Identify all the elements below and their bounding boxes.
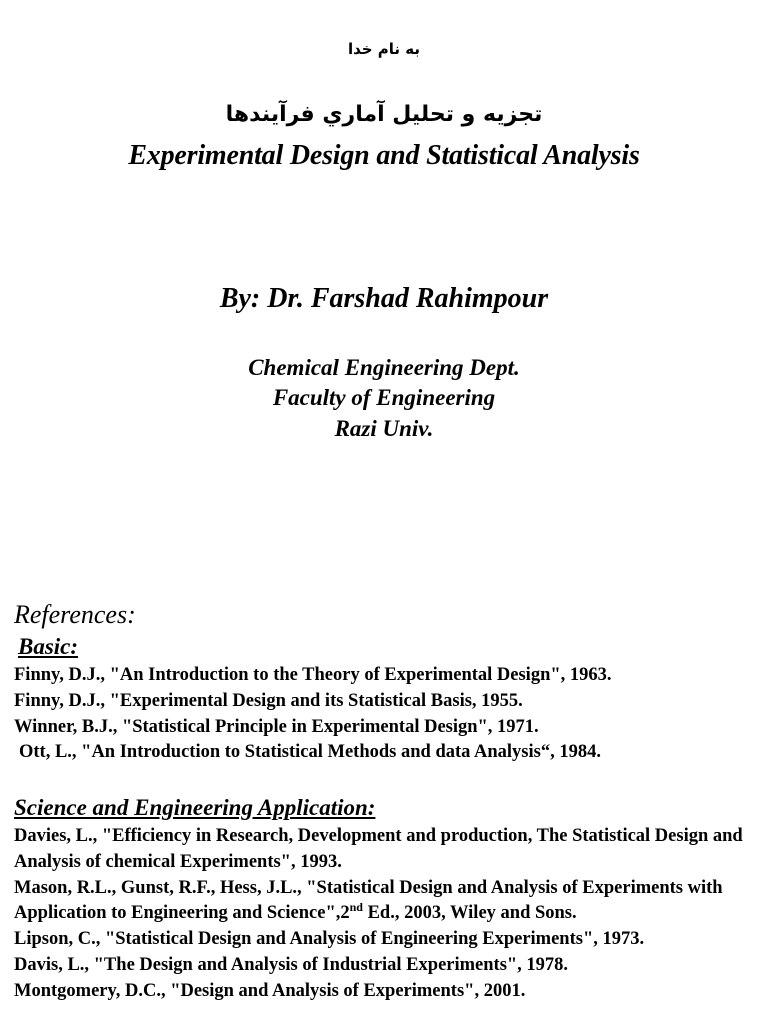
- author-byline: By: Dr. Farshad Rahimpour: [219, 283, 549, 314]
- reference-item: Montgomery, D.C., "Design and Analysis of Experiments", 2001.: [14, 980, 526, 1001]
- reference-item: Ott, L., "An Introduction to Statistical Methods and data Analysis“, 1984.: [19, 742, 601, 763]
- reference-item: Davies, L., "Efficiency in Research, Development and production, The Statistical Design and Analysis of chemical Experiments", 1993.: [14, 826, 743, 872]
- science-reference-list: [14, 824, 760, 1005]
- basic-section-heading: Basic:: [18, 634, 79, 659]
- reference-item: Davis, L., "The Design and Analysis of Industrial Experiments", 1978.: [14, 954, 569, 975]
- persian-title: تجزيه و تحليل آماري فرآيندها: [225, 102, 543, 127]
- department-line: Chemical Engineering Dept.: [248, 355, 520, 380]
- edition-superscript: nd: [349, 900, 363, 915]
- reference-text: Mason, R.L., Gunst, R.F., Hess, J.L., "Statistical Design and Analysis of Experiments with Application to Engineering and Science",2: [14, 877, 723, 924]
- science-section-heading: Science and Engineering Application:: [14, 795, 376, 820]
- references-heading: References:: [14, 600, 136, 629]
- reference-item: Lipson, C., "Statistical Design and Analysis of Engineering Experiments", 1973.: [14, 929, 645, 950]
- faculty-line: Faculty of Engineering: [272, 385, 496, 410]
- basic-reference-list: [14, 663, 760, 766]
- reference-item: [14, 876, 760, 928]
- english-title: Experimental Design and Statistical Analysis: [128, 140, 640, 171]
- persian-blessing: به نام خدا: [347, 40, 421, 58]
- reference-item: Finny, D.J., "Experimental Design and its Statistical Basis, 1955.: [14, 690, 523, 711]
- reference-item: Finny, D.J., "An Introduction to the Theory of Experimental Design", 1963.: [14, 665, 612, 685]
- reference-text-tail: Ed., 2003, Wiley and Sons.: [362, 903, 577, 924]
- university-line: Razi Univ.: [334, 416, 434, 441]
- reference-item: Winner, B.J., "Statistical Principle in Experimental Design", 1971.: [14, 716, 539, 737]
